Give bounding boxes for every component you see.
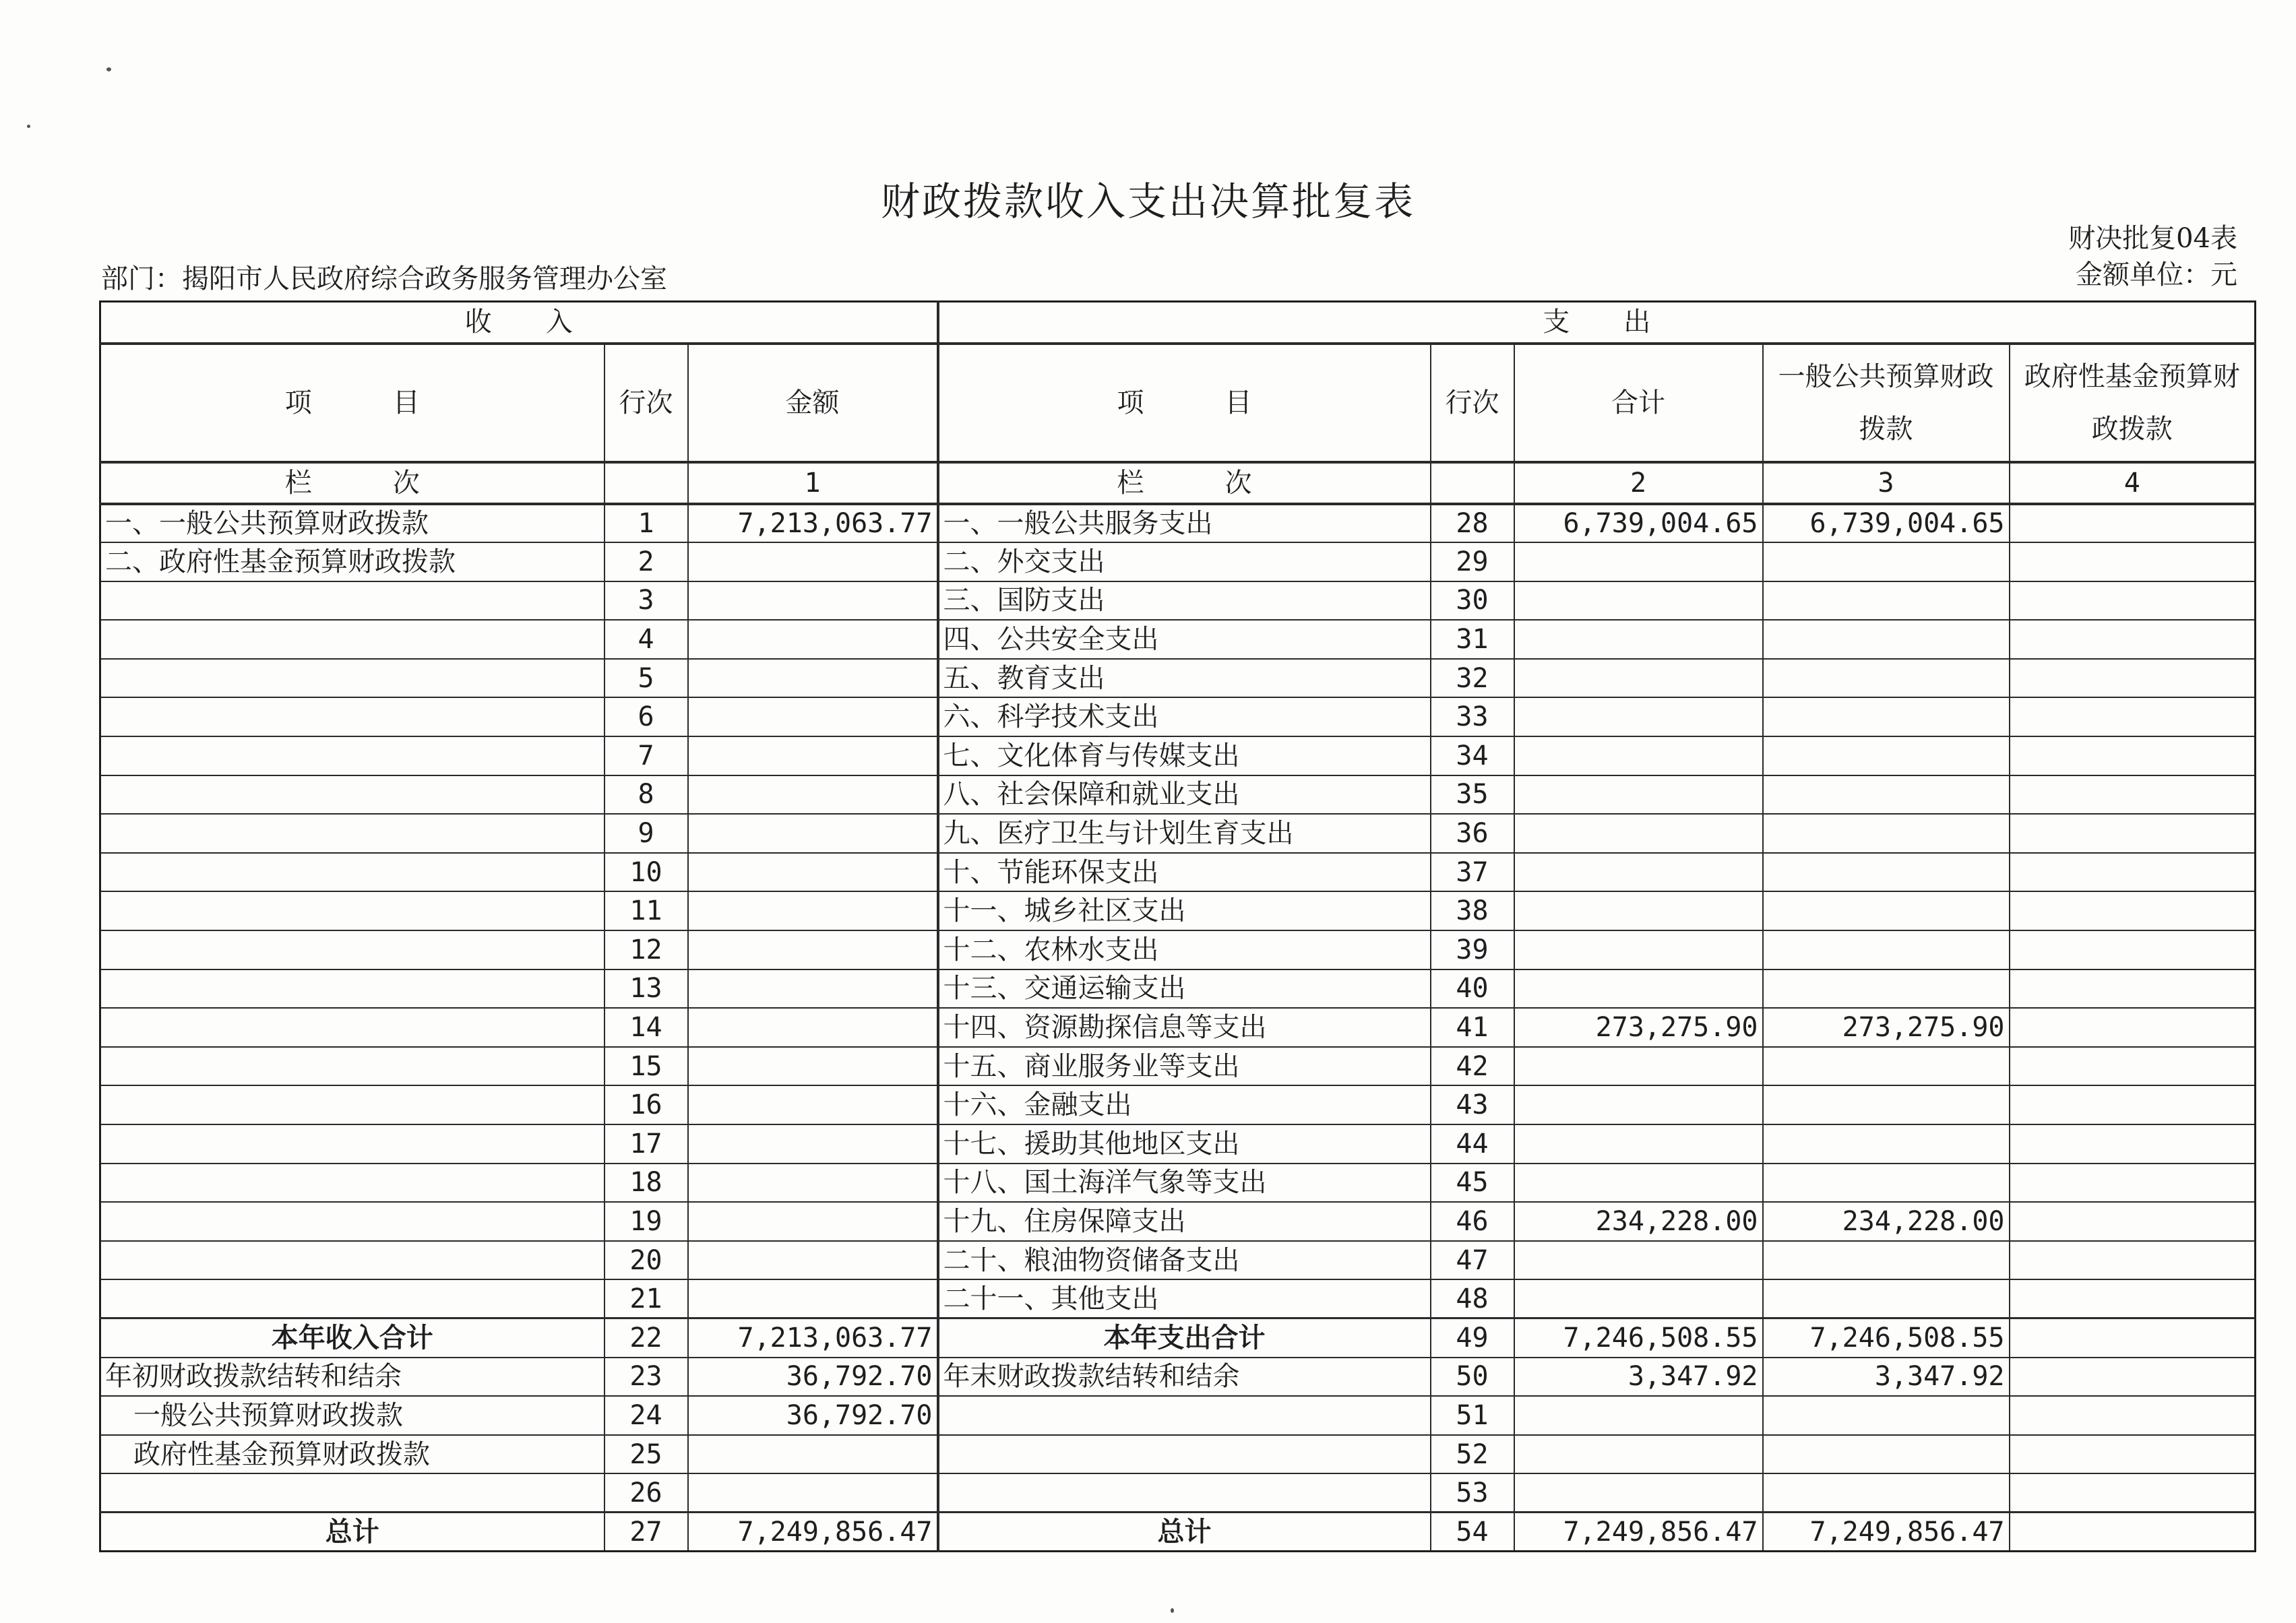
gov-fund-cell — [2010, 1164, 2256, 1203]
expense-lanci-blank — [1431, 462, 1514, 504]
table-row — [100, 1047, 2256, 1086]
expense-total-cell — [1514, 1473, 1763, 1513]
income-amount-cell — [688, 930, 938, 969]
income-row-no-cell: 1 — [604, 504, 688, 543]
gov-fund-cell — [2010, 1435, 2256, 1474]
expense-total-header: 合计 — [1514, 344, 1763, 462]
expense-item-cell: 一、一般公共服务支出 — [938, 504, 1431, 543]
gov-fund-cell — [2010, 853, 2256, 892]
expense-row-no-cell: 51 — [1431, 1396, 1514, 1435]
expense-row-no-cell: 39 — [1431, 930, 1514, 969]
appropriation-table — [99, 300, 2256, 1552]
expense-item-cell: 十三、交通运输支出 — [938, 969, 1431, 1009]
expense-total-cell — [1514, 1164, 1763, 1203]
income-amount-cell — [688, 736, 938, 775]
general-budget-cell — [1763, 1435, 2010, 1474]
expense-row-no-cell: 36 — [1431, 814, 1514, 853]
expense-item-cell: 十二、农林水支出 — [938, 930, 1431, 969]
income-row-no-cell: 11 — [604, 891, 688, 930]
table-row — [100, 969, 2256, 1009]
income-amount-cell: 36,792.70 — [688, 1358, 938, 1397]
income-amount-cell: 7,213,063.77 — [688, 504, 938, 543]
table-row — [100, 697, 2256, 736]
income-item-cell: 政府性基金预算财政拨款 — [100, 1435, 604, 1474]
gov-fund-cell — [2010, 1473, 2256, 1513]
expense-item-cell — [938, 1435, 1431, 1474]
expense-item-cell: 十一、城乡社区支出 — [938, 891, 1431, 930]
expense-total-cell — [1514, 969, 1763, 1009]
table-row — [100, 1008, 2256, 1047]
gov-fund-cell — [2010, 969, 2256, 1009]
gov-fund-cell — [2010, 504, 2256, 543]
income-amount-cell — [688, 620, 938, 659]
gov-fund-cell — [2010, 581, 2256, 620]
expense-item-cell: 十八、国土海洋气象等支出 — [938, 1164, 1431, 1203]
income-item-cell — [100, 1085, 604, 1124]
expense-total-cell — [1514, 853, 1763, 892]
expense-total-cell — [1514, 581, 1763, 620]
income-row-no-cell: 24 — [604, 1396, 688, 1435]
table-row — [100, 1358, 2256, 1397]
income-row-no-cell: 25 — [604, 1435, 688, 1474]
expense-total-cell — [1514, 1279, 1763, 1318]
department-label: 部门：揭阳市人民政府综合政务服务管理办公室 — [101, 263, 667, 294]
expense-total-cell — [1514, 1396, 1763, 1435]
expense-total-cell — [1514, 697, 1763, 736]
general-budget-cell — [1763, 1396, 2010, 1435]
expense-row-no-cell: 53 — [1431, 1473, 1514, 1513]
expense-row-no-cell: 48 — [1431, 1279, 1514, 1318]
income-row-no-cell: 8 — [604, 775, 688, 815]
col-index-4: 4 — [2010, 462, 2256, 504]
expense-item-cell: 九、医疗卫生与计划生育支出 — [938, 814, 1431, 853]
expense-row-no-cell: 33 — [1431, 697, 1514, 736]
income-amount-cell — [688, 697, 938, 736]
gov-fund-cell — [2010, 1047, 2256, 1086]
income-lanci-label: 栏 次 — [100, 462, 604, 504]
income-amount-cell: 7,213,063.77 — [688, 1318, 938, 1358]
expense-item-cell: 六、科学技术支出 — [938, 697, 1431, 736]
expense-row-no-header: 行次 — [1431, 344, 1514, 462]
general-budget-cell — [1763, 1047, 2010, 1086]
income-row-no-cell: 20 — [604, 1241, 688, 1280]
income-group-header: 收 入 — [100, 302, 938, 344]
table-row — [100, 504, 2256, 543]
expense-row-no-cell: 49 — [1431, 1318, 1514, 1358]
table-row — [100, 891, 2256, 930]
general-budget-cell — [1763, 814, 2010, 853]
income-item-cell — [100, 697, 604, 736]
income-item-cell — [100, 620, 604, 659]
income-item-cell — [100, 1241, 604, 1280]
income-row-no-cell: 2 — [604, 542, 688, 581]
income-row-no-cell: 15 — [604, 1047, 688, 1086]
gov-fund-cell — [2010, 542, 2256, 581]
income-row-no-cell: 21 — [604, 1279, 688, 1318]
income-item-cell — [100, 1047, 604, 1086]
general-budget-cell — [1763, 697, 2010, 736]
expense-row-no-cell: 40 — [1431, 969, 1514, 1009]
expense-total-cell: 273,275.90 — [1514, 1008, 1763, 1047]
income-item-cell: 年初财政拨款结转和结余 — [100, 1358, 604, 1397]
general-budget-cell — [1763, 659, 2010, 698]
income-item-header: 项 目 — [100, 344, 604, 462]
expense-total-cell — [1514, 659, 1763, 698]
expense-total-cell — [1514, 891, 1763, 930]
general-budget-cell — [1763, 891, 2010, 930]
income-amount-cell — [688, 1124, 938, 1164]
income-row-no-cell: 10 — [604, 853, 688, 892]
expense-item-cell: 五、教育支出 — [938, 659, 1431, 698]
table-row — [100, 620, 2256, 659]
expense-row-no-cell: 32 — [1431, 659, 1514, 698]
income-amount-cell — [688, 542, 938, 581]
expense-total-cell: 234,228.00 — [1514, 1202, 1763, 1241]
table-row — [100, 930, 2256, 969]
table-row — [100, 1164, 2256, 1203]
expense-row-no-cell: 28 — [1431, 504, 1514, 543]
expense-row-no-cell: 50 — [1431, 1358, 1514, 1397]
table-row — [100, 659, 2256, 698]
general-budget-cell — [1763, 1473, 2010, 1513]
expense-item-cell: 十九、住房保障支出 — [938, 1202, 1431, 1241]
general-budget-cell — [1763, 853, 2010, 892]
col-index-3: 3 — [1763, 462, 2010, 504]
income-lanci-blank — [604, 462, 688, 504]
expense-item-cell: 四、公共安全支出 — [938, 620, 1431, 659]
income-item-cell — [100, 1473, 604, 1513]
expense-row-no-cell: 47 — [1431, 1241, 1514, 1280]
expense-row-no-cell: 43 — [1431, 1085, 1514, 1124]
income-amount-cell — [688, 1435, 938, 1474]
gov-fund-cell — [2010, 1202, 2256, 1241]
scan-speck — [27, 125, 30, 128]
gov-fund-cell — [2010, 697, 2256, 736]
income-amount-cell — [688, 1008, 938, 1047]
gov-fund-cell — [2010, 814, 2256, 853]
expense-item-cell: 总计 — [938, 1513, 1431, 1552]
income-item-cell — [100, 814, 604, 853]
expense-total-cell — [1514, 1435, 1763, 1474]
income-item-cell — [100, 969, 604, 1009]
income-row-no-cell: 16 — [604, 1085, 688, 1124]
income-item-cell — [100, 1279, 604, 1318]
column-index-row — [100, 462, 2256, 504]
income-row-no-cell: 12 — [604, 930, 688, 969]
income-row-no-cell: 14 — [604, 1008, 688, 1047]
expense-row-no-cell: 52 — [1431, 1435, 1514, 1474]
income-item-cell — [100, 1124, 604, 1164]
gov-fund-cell — [2010, 1513, 2256, 1552]
expense-row-no-cell: 42 — [1431, 1047, 1514, 1086]
income-amount-cell — [688, 581, 938, 620]
expense-item-cell: 十五、商业服务业等支出 — [938, 1047, 1431, 1086]
gov-fund-cell — [2010, 1279, 2256, 1318]
table-row — [100, 1279, 2256, 1318]
income-amount-cell — [688, 1473, 938, 1513]
income-amount-cell — [688, 969, 938, 1009]
general-budget-cell — [1763, 1124, 2010, 1164]
expense-total-cell: 7,249,856.47 — [1514, 1513, 1763, 1552]
income-row-no-cell: 26 — [604, 1473, 688, 1513]
gov-fund-cell — [2010, 1124, 2256, 1164]
gov-fund-cell — [2010, 1241, 2256, 1280]
table-row — [100, 853, 2256, 892]
table-row — [100, 1241, 2256, 1280]
expense-item-cell — [938, 1396, 1431, 1435]
gov-fund-cell — [2010, 1396, 2256, 1435]
expense-row-no-cell: 31 — [1431, 620, 1514, 659]
expense-row-no-cell: 54 — [1431, 1513, 1514, 1552]
scan-speck — [106, 67, 111, 71]
gov-fund-cell — [2010, 736, 2256, 775]
income-row-no-cell: 3 — [604, 581, 688, 620]
expense-item-cell: 十四、资源勘探信息等支出 — [938, 1008, 1431, 1047]
expense-row-no-cell: 46 — [1431, 1202, 1514, 1241]
income-item-cell — [100, 1202, 604, 1241]
gov-fund-cell — [2010, 659, 2256, 698]
general-budget-cell — [1763, 581, 2010, 620]
general-budget-cell — [1763, 620, 2010, 659]
gov-fund-cell — [2010, 1008, 2256, 1047]
expense-total-cell: 7,246,508.55 — [1514, 1318, 1763, 1358]
income-amount-header: 金额 — [688, 344, 938, 462]
expense-row-no-cell: 37 — [1431, 853, 1514, 892]
income-row-no-cell: 7 — [604, 736, 688, 775]
table-row — [100, 1473, 2256, 1513]
income-amount-cell — [688, 659, 938, 698]
income-item-cell: 本年收入合计 — [100, 1318, 604, 1358]
expense-total-cell — [1514, 542, 1763, 581]
general-budget-cell: 273,275.90 — [1763, 1008, 2010, 1047]
expense-total-cell — [1514, 814, 1763, 853]
income-amount-cell — [688, 775, 938, 815]
expense-item-cell: 二十、粮油物资储备支出 — [938, 1241, 1431, 1280]
income-row-no-cell: 18 — [604, 1164, 688, 1203]
expense-total-cell — [1514, 775, 1763, 815]
general-budget-cell — [1763, 930, 2010, 969]
expense-item-cell — [938, 1473, 1431, 1513]
table-row — [100, 814, 2256, 853]
expense-total-cell — [1514, 1085, 1763, 1124]
expense-total-cell — [1514, 620, 1763, 659]
table-row — [100, 1124, 2256, 1164]
income-amount-cell: 7,249,856.47 — [688, 1513, 938, 1552]
expense-item-cell: 本年支出合计 — [938, 1318, 1431, 1358]
income-row-no-cell: 5 — [604, 659, 688, 698]
expense-row-no-cell: 29 — [1431, 542, 1514, 581]
expense-row-no-cell: 45 — [1431, 1164, 1514, 1203]
expense-item-cell: 八、社会保障和就业支出 — [938, 775, 1431, 815]
gov-fund-cell — [2010, 620, 2256, 659]
income-item-cell — [100, 659, 604, 698]
income-item-cell — [100, 891, 604, 930]
income-amount-cell: 36,792.70 — [688, 1396, 938, 1435]
gov-fund-header: 政府性基金预算财政拨款 — [2010, 344, 2256, 462]
expense-total-cell — [1514, 736, 1763, 775]
expense-item-header: 项 目 — [938, 344, 1431, 462]
income-amount-cell — [688, 1047, 938, 1086]
gov-fund-cell — [2010, 1085, 2256, 1124]
income-row-no-cell: 23 — [604, 1358, 688, 1397]
expense-item-cell: 七、文化体育与传媒支出 — [938, 736, 1431, 775]
income-item-cell — [100, 1164, 604, 1203]
income-amount-cell — [688, 1085, 938, 1124]
table-row — [100, 1318, 2256, 1358]
gov-fund-cell — [2010, 891, 2256, 930]
table-row — [100, 736, 2256, 775]
income-item-cell — [100, 736, 604, 775]
income-amount-cell — [688, 853, 938, 892]
table-row — [100, 775, 2256, 815]
gov-fund-cell — [2010, 1318, 2256, 1358]
table-row — [100, 542, 2256, 581]
general-budget-cell — [1763, 775, 2010, 815]
general-budget-cell — [1763, 969, 2010, 1009]
income-item-cell — [100, 930, 604, 969]
expense-total-cell: 3,347.92 — [1514, 1358, 1763, 1397]
gov-fund-cell — [2010, 930, 2256, 969]
income-item-cell: 一、一般公共预算财政拨款 — [100, 504, 604, 543]
income-amount-cell — [688, 814, 938, 853]
income-amount-cell — [688, 1202, 938, 1241]
income-item-cell — [100, 581, 604, 620]
general-budget-cell — [1763, 1241, 2010, 1280]
income-item-cell: 总计 — [100, 1513, 604, 1552]
col-index-2: 2 — [1514, 462, 1763, 504]
table-row — [100, 1085, 2256, 1124]
table-row — [100, 1202, 2256, 1241]
form-number: 财决批复04表 — [2068, 223, 2237, 254]
gov-fund-cell — [2010, 775, 2256, 815]
general-budget-cell: 6,739,004.65 — [1763, 504, 2010, 543]
income-row-no-cell: 17 — [604, 1124, 688, 1164]
income-amount-cell — [688, 1164, 938, 1203]
general-budget-cell: 7,249,856.47 — [1763, 1513, 2010, 1552]
expense-row-no-cell: 35 — [1431, 775, 1514, 815]
income-row-no-cell: 27 — [604, 1513, 688, 1552]
gov-fund-cell — [2010, 1358, 2256, 1397]
expense-item-cell: 三、国防支出 — [938, 581, 1431, 620]
expense-item-cell: 十六、金融支出 — [938, 1085, 1431, 1124]
table-row — [100, 581, 2256, 620]
scan-speck — [1171, 1608, 1174, 1613]
income-item-cell — [100, 1008, 604, 1047]
income-item-cell: 二、政府性基金预算财政拨款 — [100, 542, 604, 581]
income-amount-cell — [688, 1241, 938, 1280]
income-row-no-cell: 4 — [604, 620, 688, 659]
general-budget-cell: 3,347.92 — [1763, 1358, 2010, 1397]
amount-unit-label: 金额单位：元 — [2076, 259, 2237, 290]
expense-group-header: 支 出 — [938, 302, 2256, 344]
income-item-cell: 一般公共预算财政拨款 — [100, 1396, 604, 1435]
income-item-cell — [100, 775, 604, 815]
general-budget-cell: 234,228.00 — [1763, 1202, 2010, 1241]
income-row-no-header: 行次 — [604, 344, 688, 462]
income-row-no-cell: 13 — [604, 969, 688, 1009]
general-budget-cell — [1763, 736, 2010, 775]
income-row-no-cell: 6 — [604, 697, 688, 736]
expense-total-cell — [1514, 930, 1763, 969]
expense-total-cell: 6,739,004.65 — [1514, 504, 1763, 543]
general-budget-cell — [1763, 1085, 2010, 1124]
expense-total-cell — [1514, 1124, 1763, 1164]
general-budget-cell — [1763, 542, 2010, 581]
expense-lanci-label: 栏 次 — [938, 462, 1431, 504]
table-row — [100, 1435, 2256, 1474]
report-title: 财政拨款收入支出决算批复表 — [880, 179, 1415, 224]
expense-row-no-cell: 41 — [1431, 1008, 1514, 1047]
expense-row-no-cell: 44 — [1431, 1124, 1514, 1164]
income-row-no-cell: 9 — [604, 814, 688, 853]
general-budget-cell — [1763, 1164, 2010, 1203]
general-budget-header: 一般公共预算财政拨款 — [1763, 344, 2010, 462]
expense-row-no-cell: 34 — [1431, 736, 1514, 775]
expense-total-cell — [1514, 1047, 1763, 1086]
expense-total-cell — [1514, 1241, 1763, 1280]
expense-item-cell: 十七、援助其他地区支出 — [938, 1124, 1431, 1164]
income-amount-cell — [688, 891, 938, 930]
column-header-row — [100, 344, 2256, 462]
expense-item-cell: 年末财政拨款结转和结余 — [938, 1358, 1431, 1397]
expense-row-no-cell: 30 — [1431, 581, 1514, 620]
col-index-1: 1 — [688, 462, 938, 504]
income-row-no-cell: 22 — [604, 1318, 688, 1358]
table-row — [100, 1396, 2256, 1435]
expense-row-no-cell: 38 — [1431, 891, 1514, 930]
income-amount-cell — [688, 1279, 938, 1318]
general-budget-cell — [1763, 1279, 2010, 1318]
income-row-no-cell: 19 — [604, 1202, 688, 1241]
income-item-cell — [100, 853, 604, 892]
expense-item-cell: 十、节能环保支出 — [938, 853, 1431, 892]
expense-item-cell: 二十一、其他支出 — [938, 1279, 1431, 1318]
group-header-row — [100, 302, 2256, 344]
expense-item-cell: 二、外交支出 — [938, 542, 1431, 581]
table-row — [100, 1513, 2256, 1552]
general-budget-cell: 7,246,508.55 — [1763, 1318, 2010, 1358]
